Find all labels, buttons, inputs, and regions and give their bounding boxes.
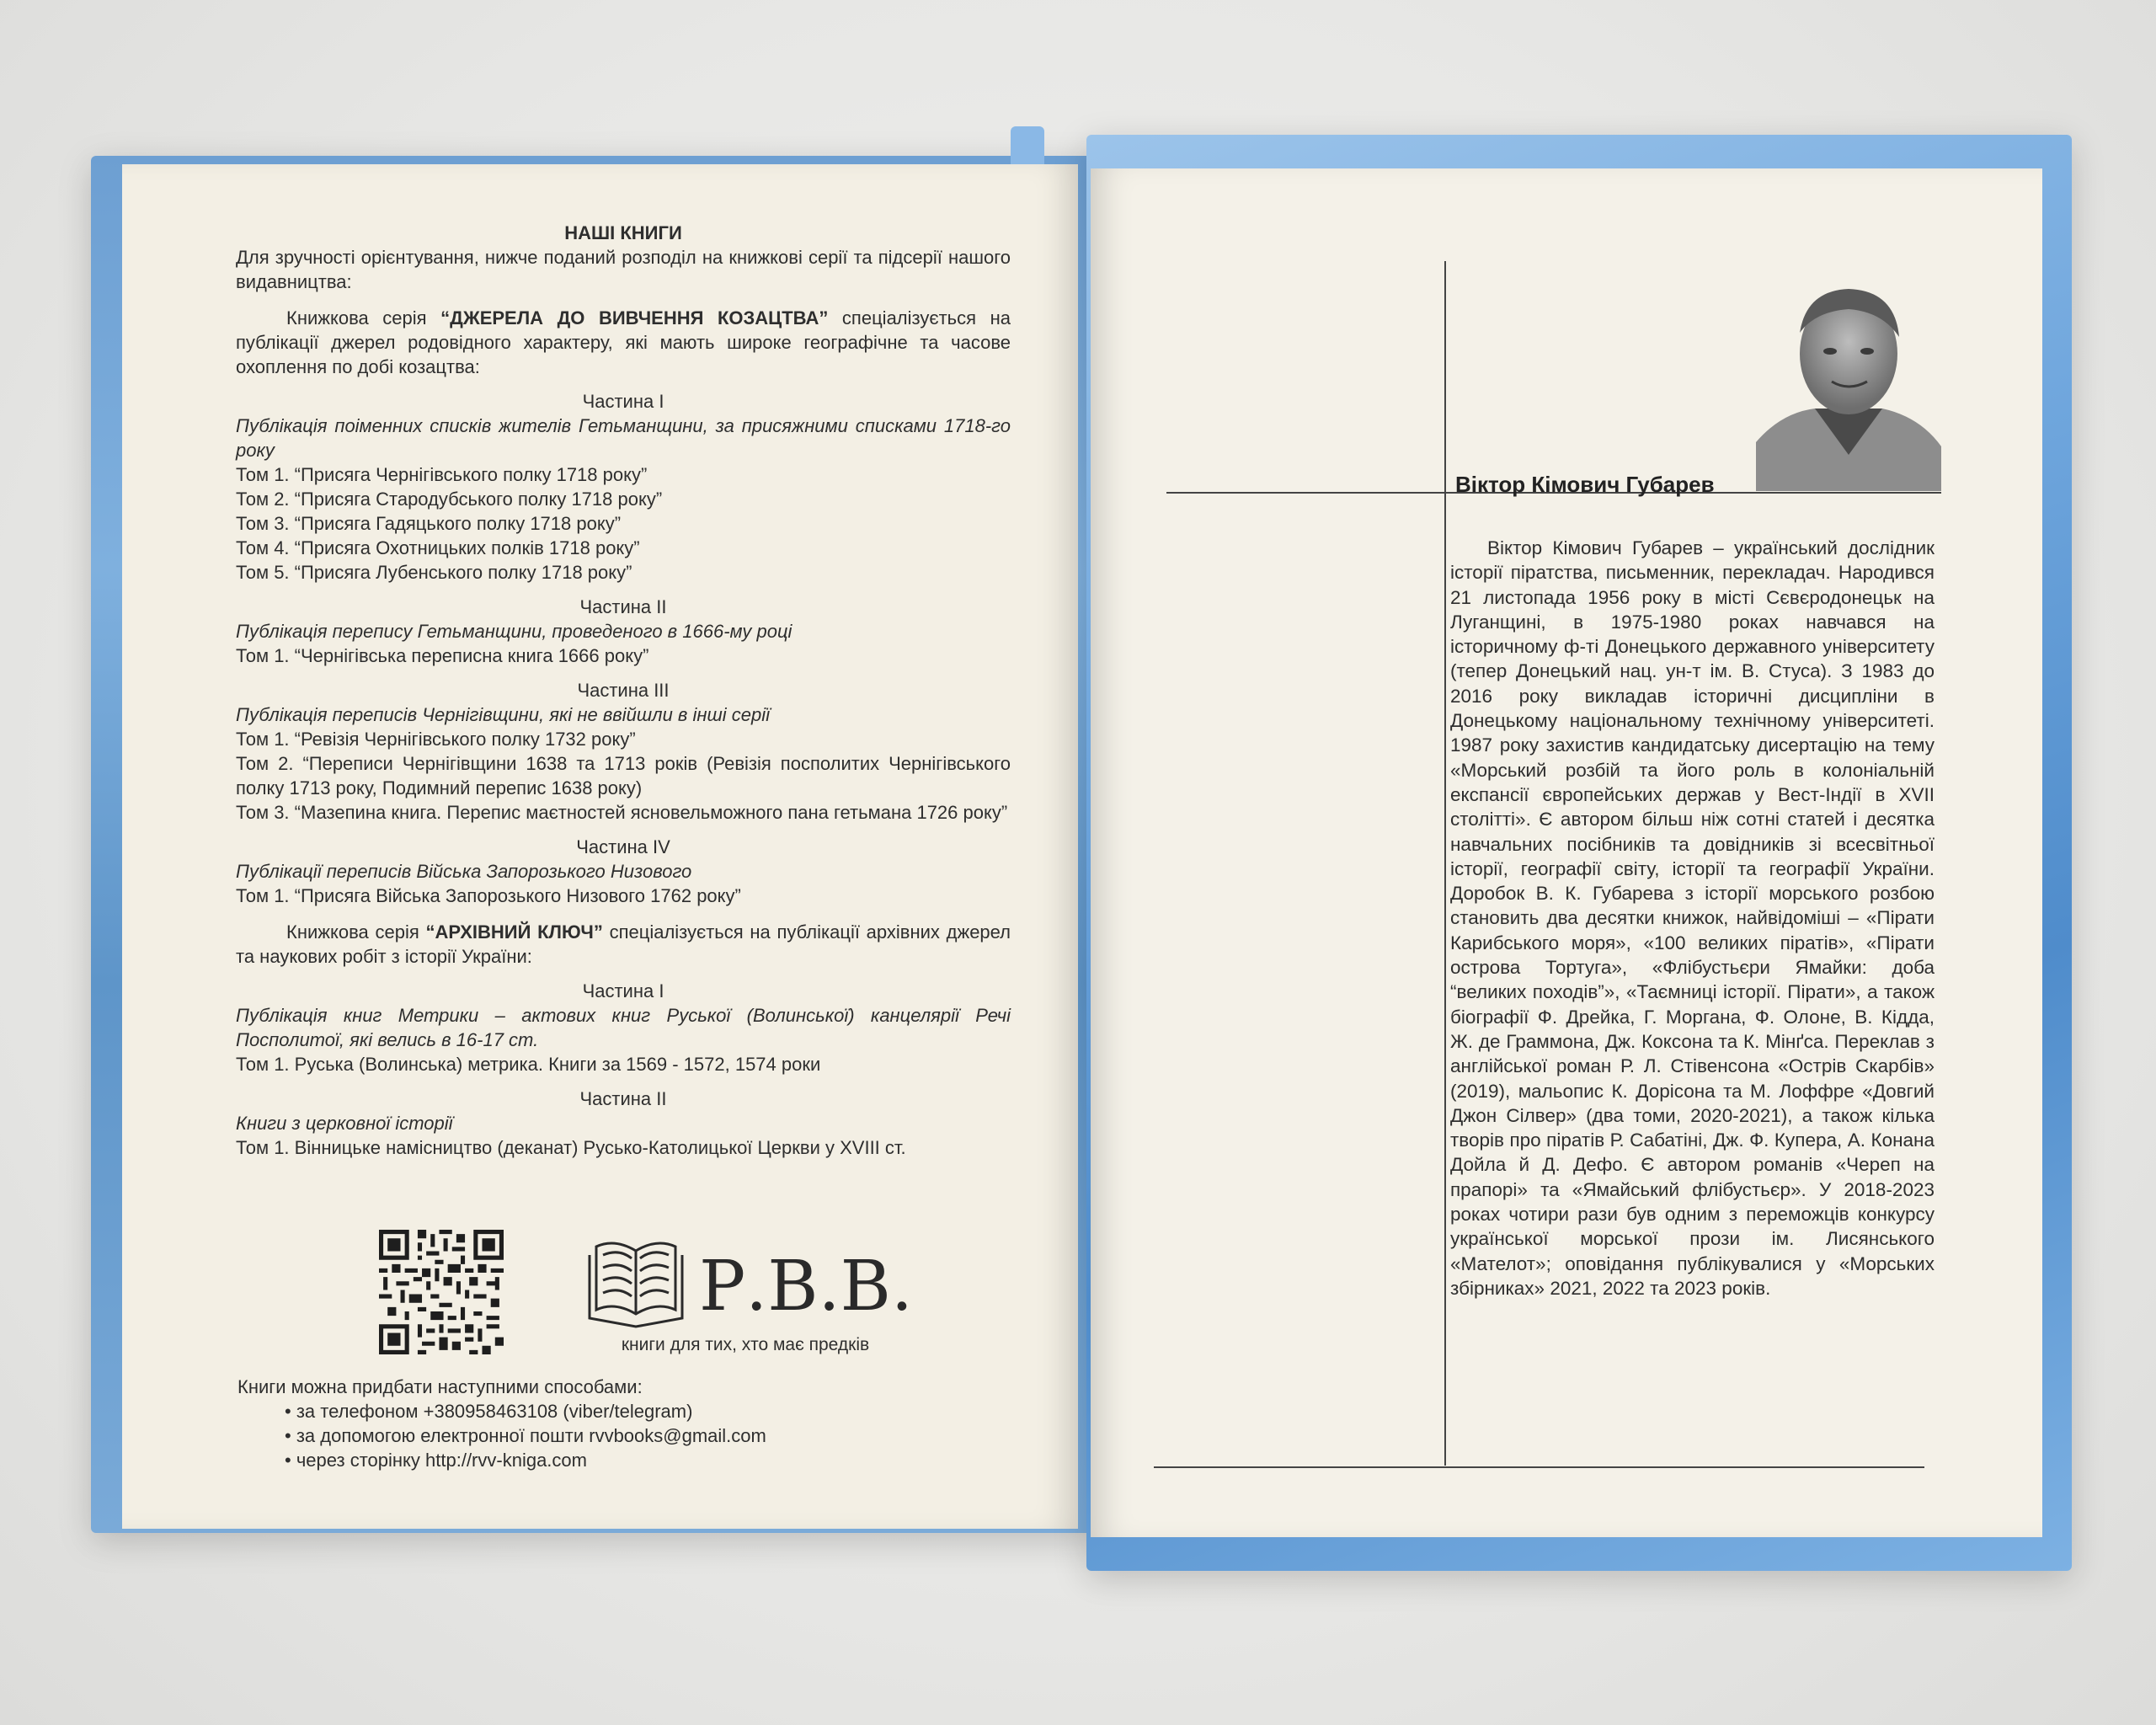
s1-part3-subtitle: Публікація переписів Чернігівщини, які не ввійшли в інші серії [236, 704, 771, 725]
tagline: книги для тих, хто має предків [621, 1335, 870, 1354]
series1-description [236, 306, 1011, 379]
s1-part4-subtitle: Публікації переписів Війська Запорозького Низового [236, 861, 692, 882]
qr-code [379, 1230, 504, 1354]
publisher-logo [581, 1221, 918, 1335]
list-item: Том 5. “Присяга Лубенського полку 1718 року” [236, 562, 632, 583]
list-item: Том 2. “Переписи Чернігівщини 1638 та 1713 років (Ревізія посполитих Чернігівського полку 1713 року, Подимний перепис 1638 року) [236, 753, 1011, 798]
s1-part1-heading: Частина I [582, 391, 664, 412]
list-item: Том 1. “Чернігівська переписна книга 1666 року” [236, 645, 649, 666]
s1-part2-subtitle: Публікація перепису Гетьманщини, проведеного в 1666-му році [236, 621, 792, 642]
series1-name: “ДЖЕРЕЛА ДО ВИВЧЕННЯ КОЗАЦТВА” [440, 307, 829, 328]
s1-part3-heading: Частина III [577, 680, 670, 701]
vertical-rule [1444, 261, 1446, 1466]
s2-part1-subtitle: Публікація книг Метрики – актових книг Руської (Волинської) канцелярії Речі Посполитої, які велись в 16-17 ст. [236, 1005, 1011, 1050]
list-item: Том 4. “Присяга Охотницьких полків 1718 року” [236, 537, 640, 558]
footer-rule [1154, 1466, 1924, 1468]
buy-website: • через сторінку http://rvv-kniga.com [285, 1450, 587, 1471]
s1-part4-heading: Частина IV [576, 836, 670, 857]
page-title: НАШІ КНИГИ [564, 222, 682, 243]
author-bio: Віктор Кімович Губарев – український дослідник історії піратства, письменник, перекладач. Народився 21 листопада 1956 року в місті Сєвєродонецьк на Луганщині, в 1975-1980 роках навчався на історичному ф-ті Донецького державного університету (тепер Донецький нац. ун-т ім. В. Стуса). З 1983 до 2016 року викладав історичні дисципліни в Донецькому національному технічному університеті. 1987 року захистив кандидатську дисертацію на тему «Морський розбій та його роль в колоніальній експансії європейських держав у Вест-Індії в XVII столітті». Є автором більш ніж сотні статей і десятка навчальних посібників та довідників зі всесвітньої історії, географії світу, історії та географії України. Доробок В. К. Губарева з історії морського розбою становить два десятки книжок, найвідоміші – «Пірати Карибського моря», «100 великих піратів», «Пірати острова Тортуга», «Флібустьєри Ямайки: доба “великих походів”», «Таємниці історії. Пірати», а також біографії Ф. Дрейка, Г. Моргана, Ф. Олоне, В. Кідда, Ж. де Граммона, Дж. Коксона та К. Мінґса. Переклав з англійської роман Р. Л. Стівенсона «Острів Скарбів» (2019), мальопис К. Дорісона та М. Лоффре «Довгий Джон Сілвер» (два томи, 2020-2021), а також кілька творів про піратів Р. Сабатіні, Дж. Ф. Купера, А. Конана Дойла й Д. Дефо. Є автором романів «Череп на прапорі» та «Ямайський флібустьєр». У 2018-2023 роках чотири рази був одним з переможців конкурсу української морської прози ім. Лисянського «Мателот»; оповідання публікувалися у «Морських збірниках» 2021, 2022 та 2023 років. [1450, 537, 1935, 1299]
s2-part2-subtitle: Книги з церковної історії [236, 1113, 453, 1134]
list-item: Том 3. “Мазепина книга. Перепис маєтностей ясновельможного пана гетьмана 1726 року” [236, 802, 1008, 823]
intro-text: Для зручності орієнтування, нижче поданий розподіл на книжкові серії та підсерії нашого видавництва: [236, 247, 1011, 292]
buy-email: • за допомогою електронної пошти rvvbooks@gmail.com [285, 1425, 766, 1446]
s2-part1-heading: Частина I [582, 980, 664, 1001]
series1-prefix: Книжкова серія [286, 307, 441, 328]
list-item: Том 1. “Присяга Війська Запорозького Низового 1762 року” [236, 885, 741, 906]
list-item: Том 3. “Присяга Гадяцького полку 1718 року” [236, 513, 622, 534]
s1-part2-heading: Частина II [579, 596, 667, 617]
series2-description [236, 920, 1011, 969]
buy-title: Книги можна придбати наступними способами: [237, 1376, 643, 1397]
list-item: Том 1. Руська (Волинська) метрика. Книги за 1569 - 1572, 1574 роки [236, 1054, 821, 1075]
author-photo [1756, 274, 1941, 491]
purchase-info [237, 1375, 995, 1472]
series2-prefix: Книжкова серія [286, 921, 426, 943]
s1-part1-subtitle: Публікація поіменних списків жителів Гетьманщини, за присяжними списками 1718-го року [236, 415, 1011, 461]
publisher-logos [379, 1221, 918, 1365]
s2-part2-heading: Частина II [579, 1088, 667, 1109]
logo-text: Р.В.В. [699, 1247, 913, 1327]
series2-suffix: спеціалізується на публікації архівних джерел та наукових робіт з історії України: [236, 921, 1011, 967]
series1-suffix: спеціалізується на публікації джерел родовідного характеру, які мають широке географічне та часове охоплення по добі козацтва: [236, 307, 1011, 377]
author-name: Віктор Кімович Губарев [1455, 472, 1715, 497]
left-page-text [236, 221, 1011, 1160]
list-item: Том 1. “Присяга Чернігівського полку 1718 року” [236, 464, 648, 485]
list-item: Том 1. Вінницьке намісництво (деканат) Русько-Католицької Церкви у XVIII ст. [236, 1137, 906, 1158]
buy-phone: • за телефоном +380958463108 (viber/telegram) [285, 1401, 693, 1422]
list-item: Том 1. “Ревізія Чернігівського полку 1732 року” [236, 729, 636, 750]
list-item: Том 2. “Присяга Стародубського полку 1718 року” [236, 489, 663, 510]
series2-name: “АРХІВНИЙ КЛЮЧ” [425, 921, 603, 943]
